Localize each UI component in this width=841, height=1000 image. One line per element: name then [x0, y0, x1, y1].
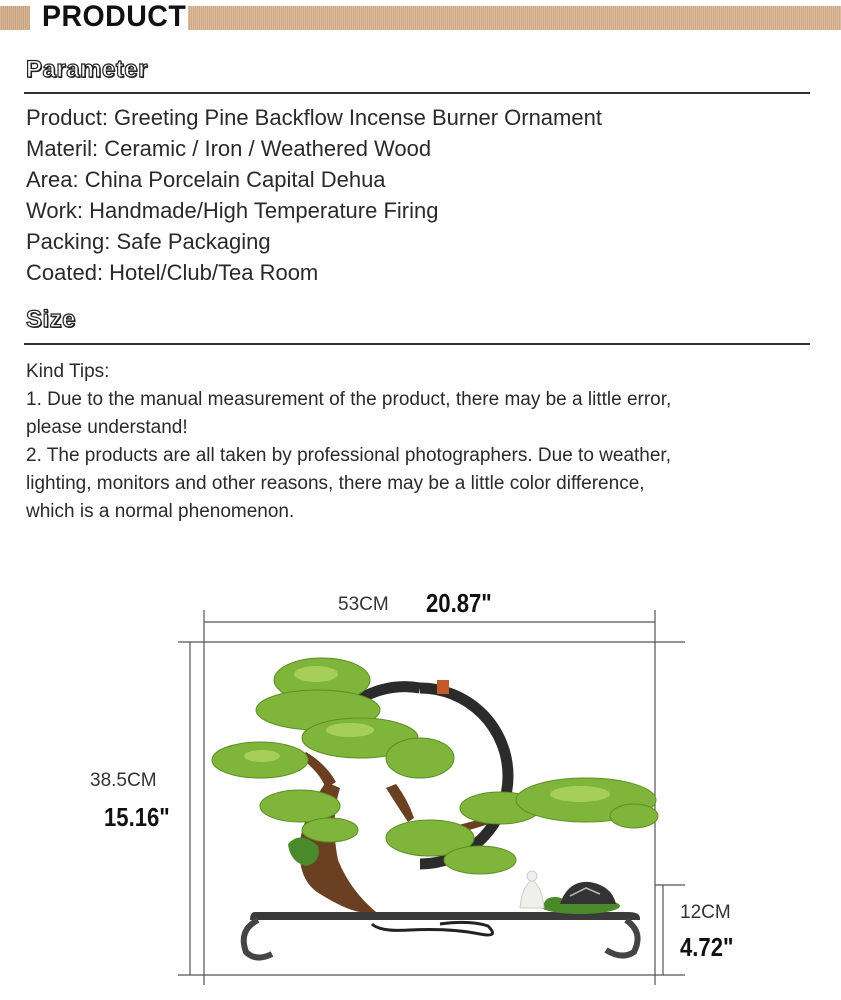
tip-line: 1. Due to the manual measurement of the product, there may be a little error,: [26, 389, 672, 410]
bonsai-incense-burner-illustration: [0, 560, 841, 1000]
tray-base: [244, 912, 640, 958]
page-title: PRODUCT: [42, 0, 187, 33]
tip-line: lighting, monitors and other reasons, there may be a little color difference,: [26, 473, 645, 494]
kind-tips: [26, 358, 826, 526]
tip-line: please understand!: [26, 417, 188, 438]
dimension-diagram: [0, 560, 841, 1000]
height-inch-label: 15.16": [104, 802, 170, 832]
size-divider: [24, 343, 810, 345]
width-inch-label: 20.87": [426, 588, 492, 618]
depth-cm-label: 12CM: [680, 902, 731, 923]
parameter-divider: [24, 92, 810, 94]
power-cable: [372, 922, 493, 935]
parameter-heading: Parameter: [26, 56, 148, 83]
param-line-area: Area: China Porcelain Capital Dehua: [26, 167, 386, 192]
width-cm-label: 53CM: [338, 594, 389, 615]
param-line-coated: Coated: Hotel/Club/Tea Room: [26, 260, 319, 285]
param-line-packing: Packing: Safe Packaging: [26, 229, 271, 254]
depth-inch-label: 4.72": [680, 932, 734, 962]
tip-line: 2. The products are all taken by professional photographers. Due to weather,: [26, 445, 671, 466]
header-band-left: [0, 6, 30, 30]
param-line-material: Materil: Ceramic / Iron / Weathered Wood: [26, 136, 432, 161]
param-line-product: Product: Greeting Pine Backflow Incense Burner Ornament: [26, 105, 602, 130]
header-band-right: [188, 6, 841, 30]
size-heading: Size: [26, 306, 77, 333]
tips-heading: Kind Tips:: [26, 361, 110, 382]
height-cm-label: 38.5CM: [90, 770, 157, 791]
monk-figurine: [520, 871, 544, 908]
param-line-work: Work: Handmade/High Temperature Firing: [26, 198, 439, 223]
rock: [560, 882, 616, 904]
tip-line: which is a normal phenomenon.: [26, 501, 295, 522]
